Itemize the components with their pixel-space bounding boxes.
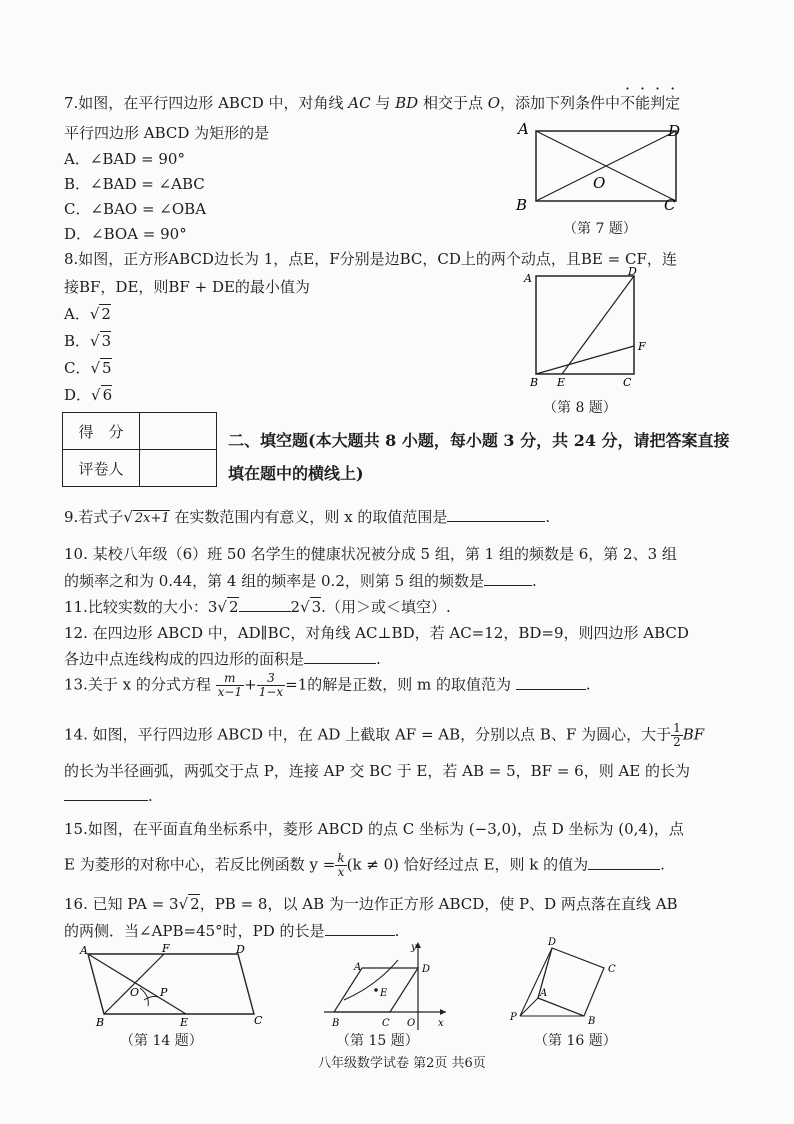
label-d: D bbox=[628, 266, 637, 278]
q11: 11.比较实数的大小：3√ 2 2√ 3.（用＞或＜填空）. bbox=[64, 598, 451, 616]
segment-pd bbox=[520, 948, 552, 1016]
score-table bbox=[62, 412, 217, 487]
square-abcd bbox=[536, 276, 634, 374]
label-c: C bbox=[382, 1018, 390, 1029]
answer-blank bbox=[64, 786, 148, 801]
q8-line2: 接BF，DE，则BF + DE的最小值为 bbox=[64, 278, 310, 296]
q8-option-a: A．√ 2 bbox=[64, 305, 111, 323]
grader-cell bbox=[140, 450, 217, 487]
q7-option-c: C．∠BAO = ∠OBA bbox=[64, 200, 207, 218]
q8-figure bbox=[522, 266, 652, 396]
q15-caption: （第 15 题） bbox=[336, 1033, 419, 1049]
q16-caption: （第 16 题） bbox=[534, 1033, 617, 1049]
q14-caption: （第 14 题） bbox=[120, 1033, 203, 1049]
label-c: C bbox=[254, 1014, 263, 1027]
label-c: C bbox=[623, 376, 632, 389]
q7-option-a: A．∠BAD = 90° bbox=[64, 150, 185, 168]
fraction-half: $\frac{1}{2}$ bbox=[673, 721, 681, 749]
answer-blank bbox=[516, 675, 586, 690]
grader-label: 评卷人 bbox=[63, 450, 140, 487]
score-cell bbox=[140, 413, 217, 450]
label-b: B bbox=[588, 1016, 596, 1026]
q14-line3: . bbox=[64, 786, 153, 805]
q8-option-d: D．√ 6 bbox=[64, 386, 113, 404]
label-b: B bbox=[332, 1018, 340, 1029]
q16-line2: 的两侧．当∠APB=45°时，PD 的长是 . bbox=[64, 922, 400, 940]
label-x: x bbox=[438, 1018, 444, 1029]
label-o: O bbox=[593, 174, 606, 192]
label-d: D bbox=[668, 122, 681, 140]
label-a: A bbox=[518, 120, 529, 138]
q8-caption: （第 8 题） bbox=[543, 400, 617, 416]
label-y: y bbox=[411, 942, 417, 953]
q12-line2: 各边中点连线构成的四边形的面积是 . bbox=[64, 650, 381, 668]
label-d: D bbox=[422, 964, 431, 975]
x-axis-arrow bbox=[440, 1009, 446, 1015]
square-abcd bbox=[538, 948, 604, 1016]
q12-line1: 12. 在四边形 ABCD 中，AD∥BC，对角线 AC⊥BD，若 AC=12，BD=9，则四边形 ABCD bbox=[64, 624, 689, 642]
answer-blank bbox=[239, 597, 291, 612]
answer-blank bbox=[447, 507, 545, 522]
q7-option-d: D．∠BOA = 90° bbox=[64, 225, 187, 243]
q16-figure bbox=[508, 934, 628, 1026]
label-a: A bbox=[524, 272, 532, 285]
label-e: E bbox=[557, 376, 566, 389]
q7-line2: 平行四边形 ABCD 为矩形的是 bbox=[64, 124, 270, 142]
fraction-m: $\frac{m}{x-1}$ bbox=[217, 671, 243, 699]
label-b: B bbox=[96, 1016, 105, 1029]
emphasis-char: 定 bbox=[665, 94, 681, 112]
q8-option-b: B．√ 3 bbox=[64, 332, 112, 350]
q15-line1: 15.如图，在平面直角坐标系中，菱形 ABCD 的点 C 坐标为 (−3,0)，点 D 坐标为 (0,4)，点 bbox=[64, 820, 684, 838]
answer-blank bbox=[325, 921, 395, 936]
label-a: A bbox=[540, 988, 548, 999]
label-p: P bbox=[510, 1012, 517, 1023]
segment-ae bbox=[88, 954, 186, 1014]
label-a: A bbox=[354, 962, 362, 973]
answer-blank bbox=[588, 855, 660, 870]
q15-line2: E 为菱形的对称中心，若反比例函数 y = $\frac{k}{x}$ (k ≠ 0) 恰好经过点 E，则 k 的值为 . bbox=[64, 851, 665, 879]
label-o: O bbox=[130, 986, 140, 999]
emphasis-char: 判 bbox=[650, 94, 666, 112]
answer-blank bbox=[484, 571, 532, 586]
q7-caption: （第 7 题） bbox=[563, 221, 637, 237]
segment-de bbox=[562, 276, 634, 374]
fraction-3: $\frac{3}{1-x}$ bbox=[258, 671, 284, 699]
q8-option-c: C．√ 5 bbox=[64, 359, 112, 377]
label-a: A bbox=[80, 944, 88, 957]
q15-figure bbox=[318, 938, 454, 1034]
arc-2 bbox=[144, 996, 160, 1000]
label-c: C bbox=[664, 196, 676, 214]
score-label: 得 分 bbox=[63, 413, 140, 450]
q10-line1: 10. 某校八年级（6）班 50 名学生的健康状况被分成 5 组，第 1 组的频数是 6，第 2、3 组 bbox=[64, 545, 677, 563]
q7-option-b: B．∠BAD = ∠ABC bbox=[64, 175, 205, 193]
emphasis-char: 不 bbox=[620, 94, 636, 112]
q7-figure bbox=[510, 118, 710, 218]
label-d: D bbox=[548, 937, 557, 948]
segment-pa bbox=[520, 998, 538, 1016]
q14-figure bbox=[78, 944, 268, 1034]
label-f: F bbox=[638, 340, 646, 353]
q14-line2: 的长为半径画弧，两弧交于点 P，连接 AP 交 BC 于 E，若 AB = 5，BF = 6，则 AE 的长为 bbox=[64, 762, 691, 780]
q16-line1: 16. 已知 PA = 3√ 2，PB = 8，以 AB 为一边作正方形 ABCD，使 P、D 两点落在直线 AB bbox=[64, 895, 678, 913]
fraction-k-over-x: $\frac{k}{x}$ bbox=[337, 851, 345, 879]
answer-blank bbox=[304, 649, 376, 664]
q13: 13.关于 x 的分式方程 $\frac{m}{x-1}$ + $\frac{3}{1-x}$ =1的解是正数，则 m 的取值范为 . bbox=[64, 671, 591, 699]
emphasis-char: 能 bbox=[635, 94, 651, 112]
segment-ab bbox=[538, 998, 584, 1016]
point-e bbox=[374, 988, 378, 992]
q10-line2: 的频率之和为 0.44，第 4 组的频率是 0.2，则第 5 组的频数是 . bbox=[64, 572, 537, 590]
label-d: D bbox=[236, 944, 245, 956]
section2-heading: 二、填空题(本大题共 8 小题，每小题 3 分，共 24 分，请把答案直接 bbox=[228, 431, 730, 450]
q9: 9.若式子√ 2x+1 在实数范围内有意义，则 x 的取值范围是 . bbox=[64, 508, 551, 526]
label-b: B bbox=[516, 196, 528, 214]
label-e: E bbox=[180, 1016, 189, 1029]
label-p: P bbox=[160, 986, 168, 999]
segment-bf bbox=[536, 346, 634, 374]
q14-line1: 14. 如图，平行四边形 ABCD 中，在 AD 上截取 AF = AB，分别以点 B、F 为圆心，大于 $\frac{1}{2}$ BF bbox=[64, 721, 705, 749]
q7-line1: 7.如图，在平行四边形 ABCD 中，对角线 AC 与 BD 相交于点 O，添加下列条件中不能判定 bbox=[64, 94, 681, 112]
label-o: O bbox=[407, 1018, 416, 1029]
hyperbola-branch bbox=[344, 960, 398, 1000]
q8-line1: 8.如图，正方形ABCD边长为 1，点E，F分别是边BC，CD上的两个动点，且BE = CF，连 bbox=[64, 250, 677, 268]
label-e: E bbox=[380, 988, 388, 999]
label-c: C bbox=[608, 964, 616, 975]
label-f: F bbox=[162, 944, 170, 955]
section2-heading-line2: 填在题中的横线上) bbox=[228, 464, 364, 483]
segment-bf bbox=[104, 954, 164, 1014]
label-b: B bbox=[530, 376, 539, 389]
page-footer: 八年级数学试卷 第2页 共6页 bbox=[318, 1056, 486, 1071]
